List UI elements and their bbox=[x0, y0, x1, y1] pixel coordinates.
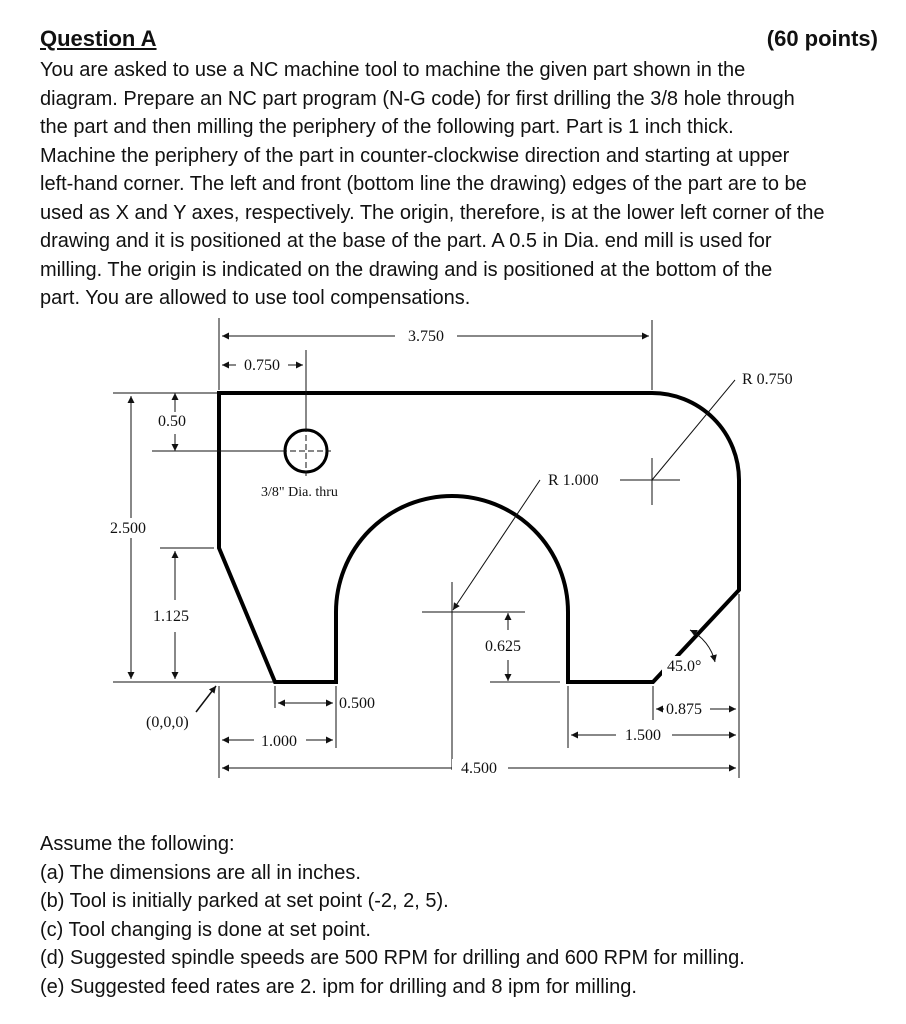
assumption-item: (b) Tool is initially parked at set point (-2, 2, 5). bbox=[40, 890, 449, 912]
leader-r1000 bbox=[453, 480, 540, 610]
question-line: You are asked to use a NC machine tool to machine the given part shown in the bbox=[40, 59, 746, 81]
question-line: drawing and it is positioned at the base of the part. A 0.5 in Dia. end mill is used for bbox=[40, 230, 772, 252]
question-line: left-hand corner. The left and front (bottom line the drawing) edges of the part are to be bbox=[40, 173, 807, 195]
assumption-item: (d) Suggested spindle speeds are 500 RPM for drilling and 600 RPM for milling. bbox=[40, 947, 745, 969]
assumption-item: (e) Suggested feed rates are 2. ipm for drilling and 8 ipm for milling. bbox=[40, 975, 637, 998]
origin-arrow bbox=[196, 686, 216, 712]
dim-2500: 2.500 bbox=[110, 520, 146, 537]
dim-050: 0.50 bbox=[158, 413, 186, 430]
assumption-item: (a) The dimensions are all in inches. bbox=[40, 861, 361, 884]
dim-0500: 0.500 bbox=[339, 695, 375, 712]
arc-center-mark bbox=[422, 582, 478, 640]
dim-0875: 0.875 bbox=[666, 701, 702, 718]
question-line: Machine the periphery of the part in counter-clockwise direction and starting at upper bbox=[40, 144, 790, 167]
question-title: Question A bbox=[40, 26, 157, 51]
extension-lines bbox=[113, 318, 739, 778]
dim-0625: 0.625 bbox=[485, 638, 521, 655]
question-line: part. You are allowed to use tool compensations. bbox=[40, 287, 471, 309]
assumptions bbox=[40, 830, 890, 1001]
dim-1000: 1.000 bbox=[261, 733, 297, 750]
part-outline bbox=[219, 393, 739, 682]
dim-r1000: R 1.000 bbox=[548, 472, 599, 489]
hole-label: 3/8" Dia. thru bbox=[261, 485, 338, 500]
angle-label: 45.0° bbox=[667, 658, 702, 675]
origin-label: (0,0,0) bbox=[146, 714, 189, 731]
question-line: the part and then milling the periphery of the following part. Part is 1 inch thick. bbox=[40, 116, 734, 138]
question-line: milling. The origin is indicated on the drawing and is positioned at the bottom of the bbox=[40, 258, 773, 281]
question-points: (60 points) bbox=[766, 26, 878, 51]
corner-center-mark bbox=[630, 458, 680, 505]
dim-r0750: R 0.750 bbox=[742, 371, 793, 388]
assumptions-heading: Assume the following: bbox=[40, 833, 235, 855]
question-line: used as X and Y axes, respectively. The origin, therefore, is at the lower left corner of the bbox=[40, 201, 825, 224]
dim-1125: 1.125 bbox=[153, 608, 189, 625]
dim-4500: 4.500 bbox=[461, 760, 497, 777]
drilled-hole bbox=[281, 426, 331, 476]
dim-1500: 1.500 bbox=[625, 727, 661, 744]
dim-3750: 3.750 bbox=[408, 328, 444, 345]
dim-0750: 0.750 bbox=[244, 357, 280, 374]
assumption-item: (c) Tool changing is done at set point. bbox=[40, 918, 371, 941]
question-line: diagram. Prepare an NC part program (N-G code) for first drilling the 3/8 hole through bbox=[40, 87, 795, 110]
